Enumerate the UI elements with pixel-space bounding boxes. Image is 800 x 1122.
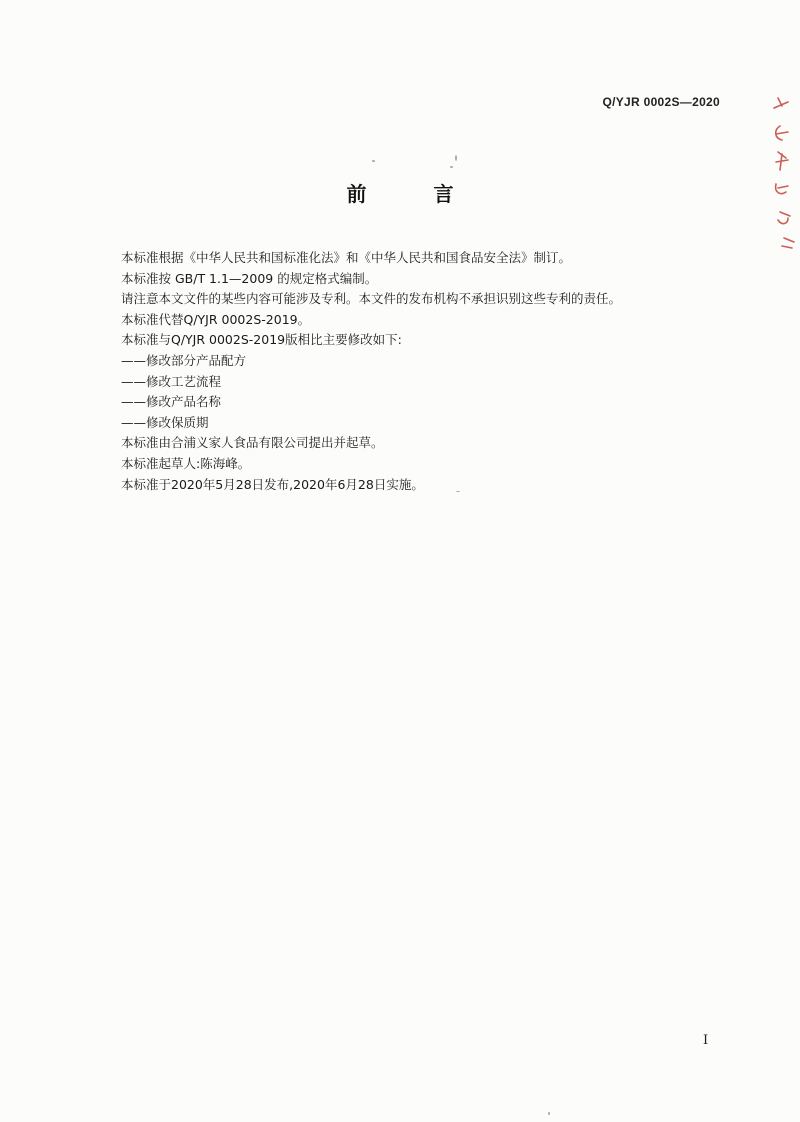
paragraph-format: 本标准按 GB/T 1.1—2009 的规定格式编制。 [121, 270, 378, 286]
change-item-formula: ——修改部分产品配方 [121, 352, 247, 368]
standard-code: Q/YJR 0002S—2020 [602, 95, 720, 109]
seal-mark [760, 88, 800, 258]
page-number: I [703, 1033, 709, 1048]
scan-speck [548, 1112, 550, 1115]
paragraph-drafter: 本标准起草人:陈海峰。 [121, 455, 251, 471]
page-title: 前 言 [346, 182, 484, 206]
paragraph-dates: 本标准于2020年5月28日发布,2020年6月28日实施。 [121, 476, 424, 492]
scan-speck [456, 491, 460, 492]
foreword-body [121, 248, 701, 495]
change-item-process: ——修改工艺流程 [121, 373, 222, 389]
scan-speck [455, 155, 457, 161]
red-seal-stamp [760, 88, 800, 258]
change-item-product-name: ——修改产品名称 [121, 394, 222, 410]
paragraph-patent-notice: 请注意本文文件的某些内容可能涉及专利。本文件的发布机构不承担识别这些专利的责任。 [121, 291, 622, 307]
paragraph-replaces: 本标准代替Q/YJR 0002S-2019。 [121, 311, 311, 327]
scan-speck [372, 160, 375, 162]
paragraph-legal-basis: 本标准根据《中华人民共和国标准化法》和《中华人民共和国食品安全法》制订。 [121, 250, 572, 265]
scan-speck [450, 166, 453, 168]
change-item-shelf-life: ——修改保质期 [121, 414, 209, 430]
paragraph-drafting-org: 本标准由合浦义家人食品有限公司提出并起草。 [121, 435, 384, 451]
paragraph-changes-intro: 本标准与Q/YJR 0002S-2019版相比主要修改如下: [121, 332, 402, 348]
